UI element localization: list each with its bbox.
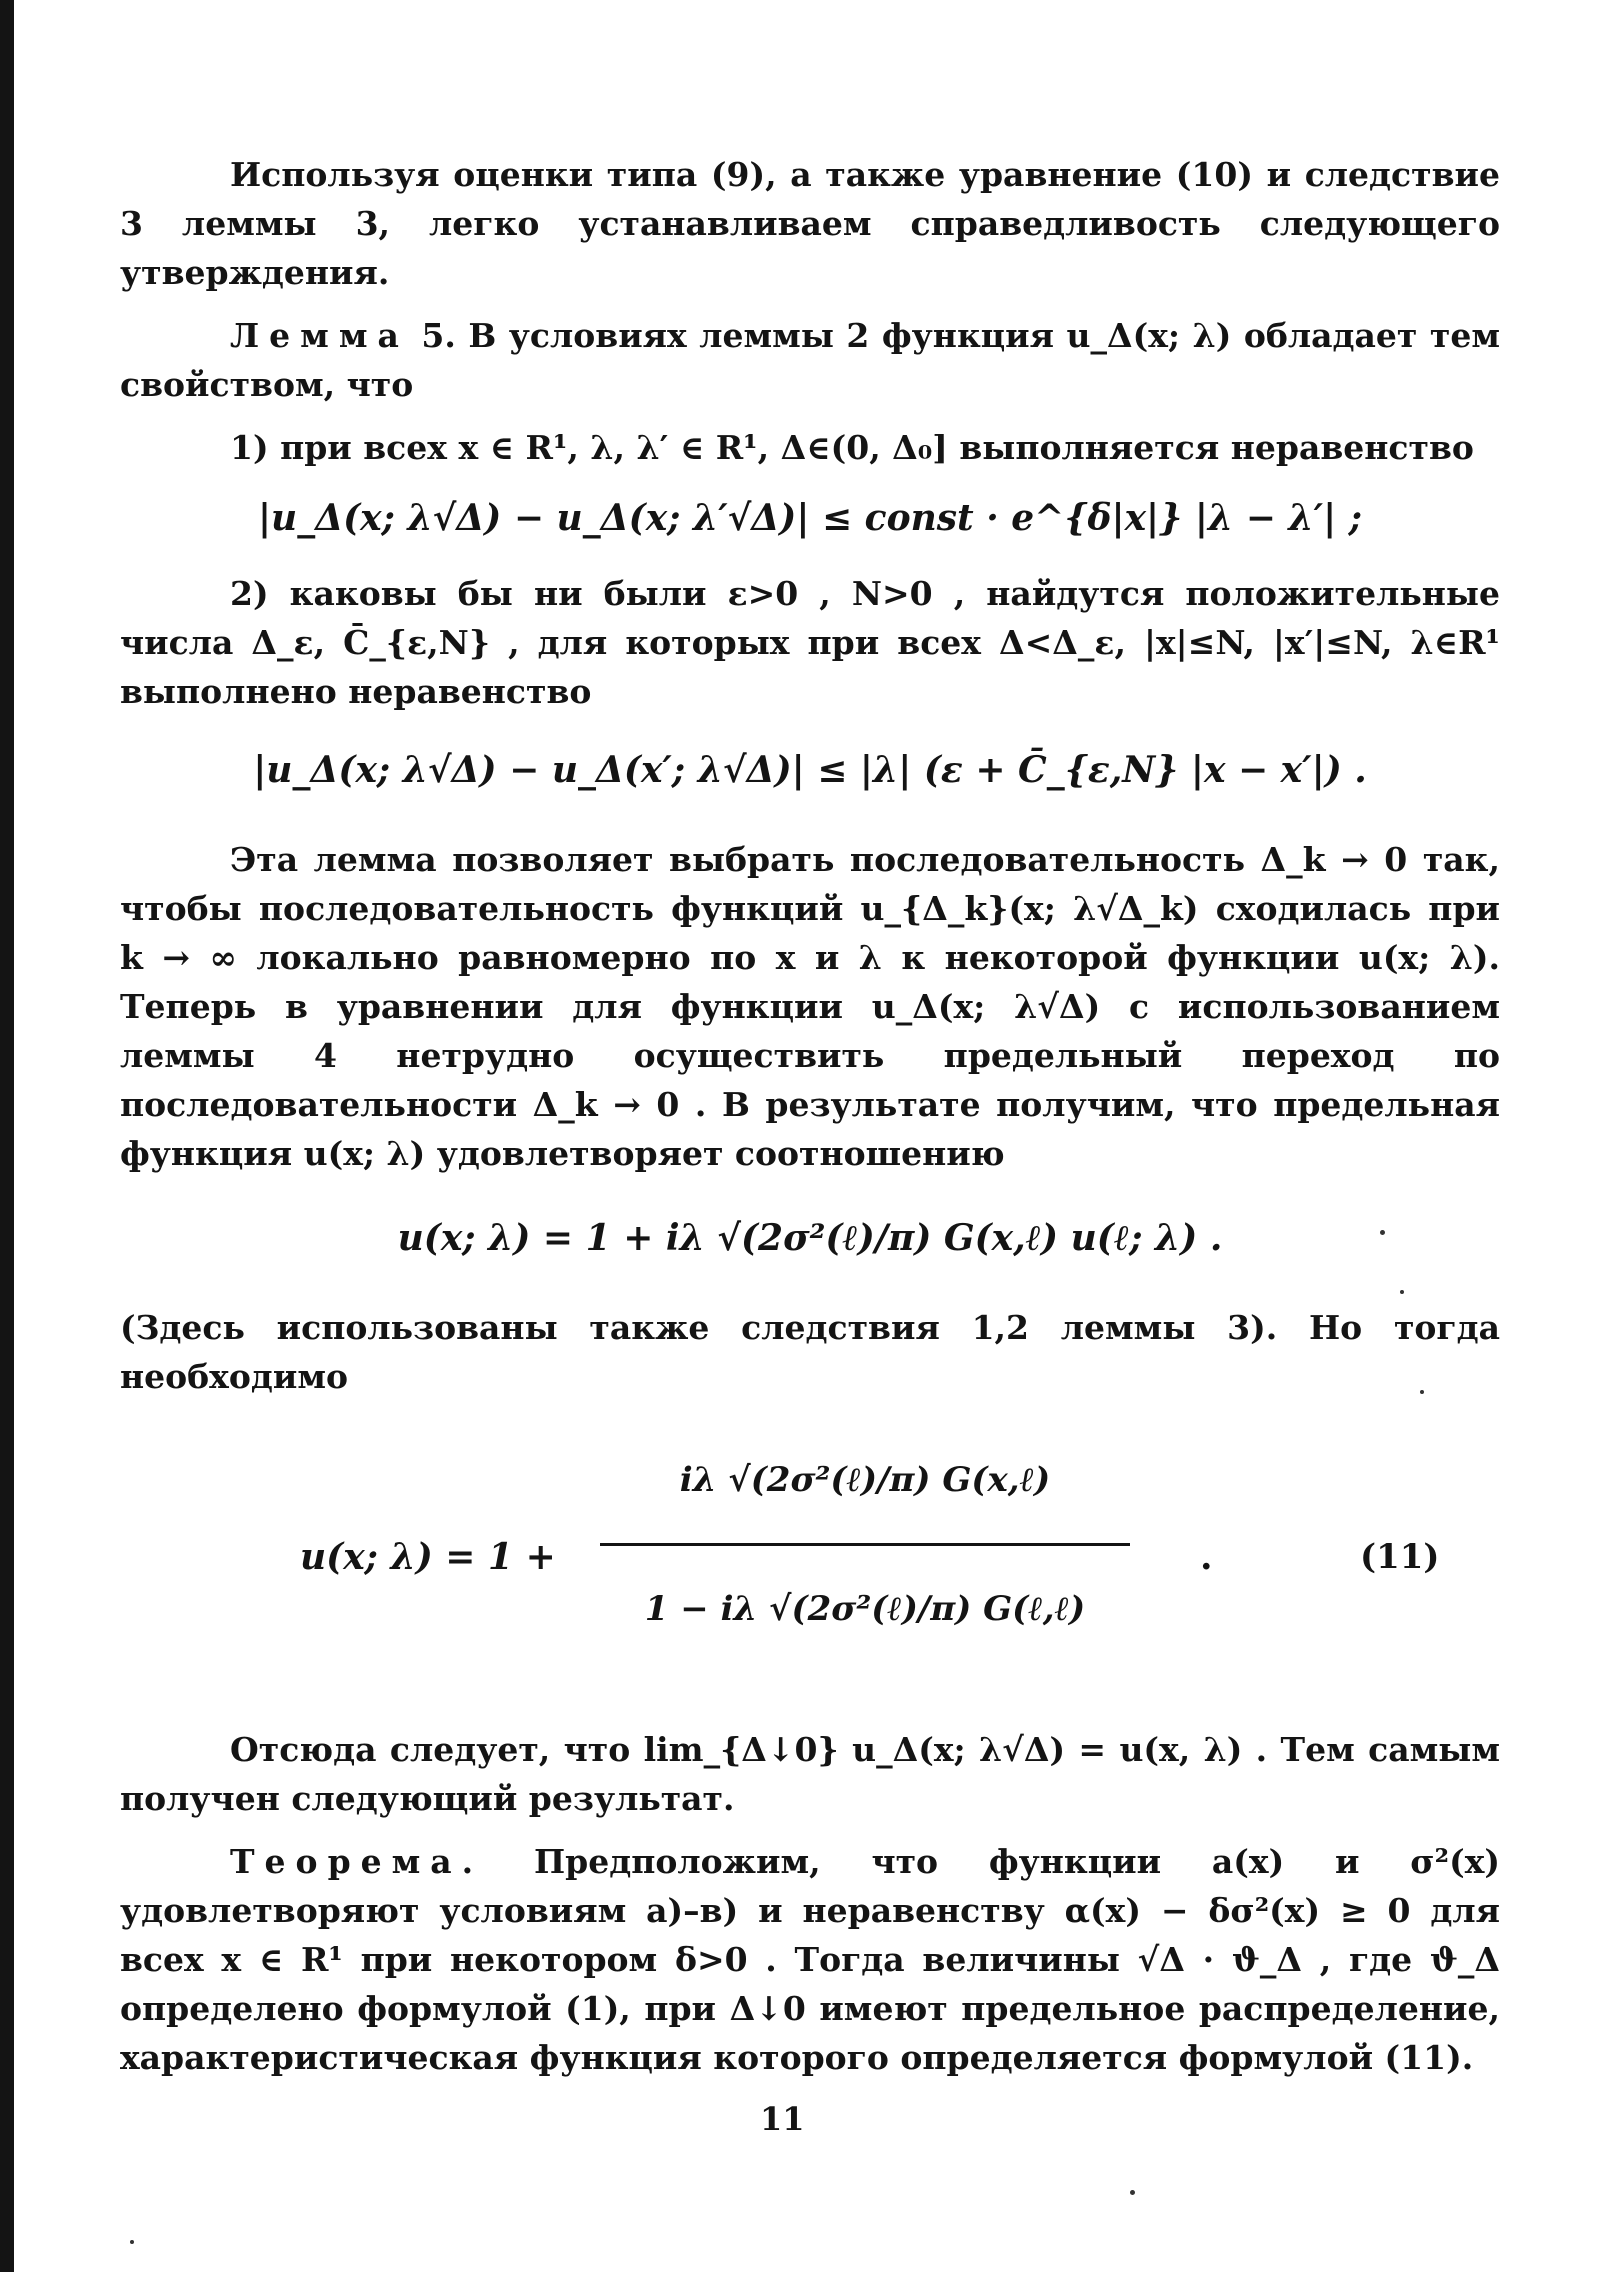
equation-11-number: (11) bbox=[1360, 1537, 1440, 1577]
lemma-paragraph bbox=[120, 311, 1500, 409]
lemma-number: 5. bbox=[421, 316, 456, 355]
theorem-text: Предположим, что функции a(x) и σ²(x) удовлетворяют условиям а)–в) и неравенству α(x) − δσ²(x) ≥ 0 для всех x ∈ R¹ при некотором δ>0 . Тогда величины √Δ · ϑ_Δ , где ϑ_Δ определено формулой (1), при Δ↓0 имеют предельное распределение, характеристическая функция которого определяется формулой (11). bbox=[120, 1842, 1500, 2077]
equation-11 bbox=[120, 1425, 1500, 1685]
lemma-item-2: 2) каковы бы ни были ε>0 , N>0 , найдутся положительные числа Δ_ε, C̄_{ε,N} , для которых при всех Δ<Δ_ε, |x|≤N, |x′|≤N, λ∈R¹ выполнено неравенство bbox=[120, 574, 1500, 711]
lemma-text: В условиях леммы 2 функция u_Δ(x; λ) обладает тем свойством, что bbox=[120, 316, 1500, 404]
equation-11-denominator: 1 − iλ √(2σ²(ℓ)/π) G(ℓ,ℓ) bbox=[644, 1589, 1086, 1629]
page-number: 11 bbox=[760, 2100, 805, 2138]
formula-continuity: |u_Δ(x; λ√Δ) − u_Δ(x′; λ√Δ)| ≤ |λ| (ε + C̄_{ε,N} |x − x′|) . bbox=[253, 749, 1367, 791]
binding-edge bbox=[0, 0, 14, 2272]
theorem-heading: Теорема. bbox=[230, 1842, 484, 1881]
lemma-heading: Лемма bbox=[230, 316, 409, 355]
theorem-paragraph bbox=[120, 1837, 1500, 2082]
scan-speck bbox=[1400, 1290, 1404, 1294]
lemma-item-1: 1) при всех x ∈ R¹, λ, λ′ ∈ R¹, Δ∈(0, Δ₀] выполняется неравенство bbox=[230, 428, 1474, 467]
scan-speck bbox=[1420, 1390, 1424, 1394]
intro-paragraph: Используя оценки типа (9), а также уравнение (10) и следствие 3 леммы 3, легко устанавливаем справедливость следующего утверждения. bbox=[120, 155, 1500, 292]
scan-speck bbox=[130, 2240, 134, 2244]
equation-11-lhs: u(x; λ) = 1 + bbox=[300, 1536, 556, 1578]
scan-speck bbox=[1380, 1230, 1385, 1235]
formula-integral-equation: u(x; λ) = 1 + iλ √(2σ²(ℓ)/π) G(x,ℓ) u(ℓ; λ) . bbox=[397, 1217, 1223, 1259]
document-page bbox=[120, 150, 1500, 2082]
equation-11-period: . bbox=[1200, 1536, 1213, 1578]
limit-paragraph: Эта лемма позволяет выбрать последовательность Δ_k → 0 так, чтобы последовательность функций u_{Δ_k}(x; λ√Δ_k) сходилась при k → ∞ локально равномерно по x и λ к некоторой функции u(x; λ). Теперь в уравнении для функции u_Δ(x; λ√Δ) с использованием леммы 4 нетрудно осуществить предельный переход по последовательности Δ_k → 0 . В результате получим, что предельная функция u(x; λ) удовлетворяет соотношению bbox=[120, 840, 1500, 1173]
formula-lipschitz: |u_Δ(x; λ√Δ) − u_Δ(x; λ′√Δ)| ≤ const · e^{δ|x|} |λ − λ′| ; bbox=[257, 497, 1363, 539]
scan-speck bbox=[1130, 2190, 1135, 2195]
equation-11-numerator: iλ √(2σ²(ℓ)/π) G(x,ℓ) bbox=[679, 1460, 1051, 1500]
remark-paragraph: (Здесь использованы также следствия 1,2 леммы 3). Но тогда необходимо bbox=[120, 1308, 1500, 1396]
equation-11-fraction bbox=[600, 1425, 1130, 1664]
fraction-bar bbox=[600, 1543, 1130, 1546]
conclusion-paragraph: Отсюда следует, что lim_{Δ↓0} u_Δ(x; λ√Δ) = u(x, λ) . Тем самым получен следующий результат. bbox=[120, 1730, 1500, 1818]
